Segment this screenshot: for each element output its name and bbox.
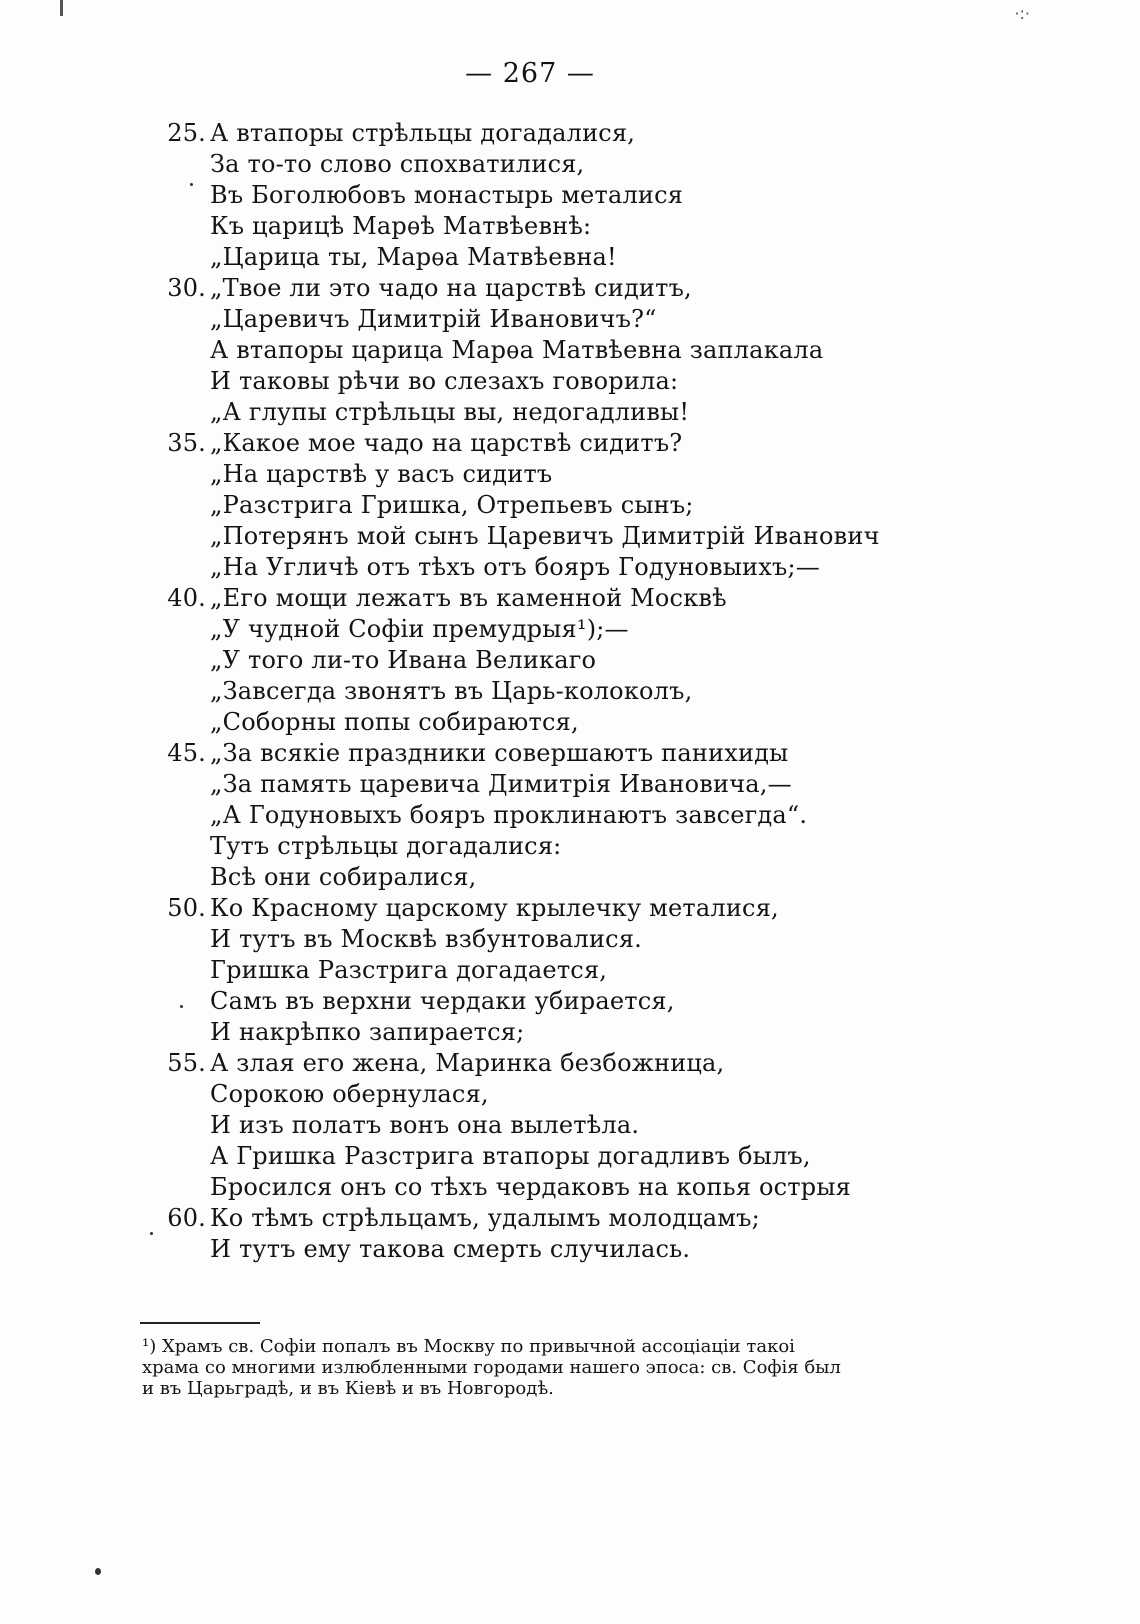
verse-text: „Его мощи лежатъ въ каменной Москвѣ [210,584,727,612]
verse-text: И тутъ въ Москвѣ взбунтовалися. [210,925,642,953]
verse-text: „Царица ты, Марѳа Матвѣевна! [210,243,617,271]
verse-text: А злая его жена, Маринка безбожница, [210,1049,725,1077]
verse-text: „На Угличѣ отъ тѣхъ отъ бояръ Годуновыихъ;— [210,553,820,581]
verse-line [150,1017,910,1048]
verse-line [150,366,910,397]
verse-line [150,118,910,149]
verse-line [150,645,910,676]
verse-text: И изъ полатъ вонъ она вылетѣла. [210,1111,640,1139]
verse-text: „Завсегда звонятъ въ Царь-колоколъ, [210,677,693,705]
verse-line [150,893,910,924]
verse-text: Всѣ они собиралися, [210,863,477,891]
verse-line [150,304,910,335]
verse-line [150,211,910,242]
verse-number: 55. [167,1049,206,1077]
verse-text: Бросился онъ со тѣхъ чердаковъ на копья острыя [210,1173,851,1201]
footnote-divider [140,1322,260,1324]
scan-speck [150,1232,153,1235]
verse-line [150,1203,910,1234]
verse-line [150,521,910,552]
page-number: — 267 — [465,58,595,89]
verse-text: Тутъ стрѣльцы догадалися: [210,832,562,860]
verse-text: Ко Красному царскому крылечку металися, [210,894,779,922]
verse-line [150,1141,910,1172]
footnote-line: и въ Царьградѣ, и въ Кіевѣ и въ Новгородѣ. [142,1378,554,1399]
verse-line [150,335,910,366]
verse-line [150,676,910,707]
verse-text: Въ Боголюбовъ монастырь металися [210,181,684,209]
verse-text: „А Годуновыхъ бояръ проклинаютъ завсегда“. [210,801,808,829]
verse-line [150,862,910,893]
verse-text: Гришка Разстрига догадается, [210,956,608,984]
verse-line [150,831,910,862]
verse-line [150,428,910,459]
verse-number: 50. [167,894,206,922]
verse-text: „Разстрига Гришка, Отрепьевъ сынъ; [210,491,694,519]
verse-line [150,459,910,490]
verse-line [150,924,910,955]
scan-specks: ·:· [1014,4,1030,23]
footnote [142,1336,882,1399]
verse-line [150,1079,910,1110]
verse-text: „Соборны попы собираются, [210,708,579,736]
verse-text: „А глупы стрѣльцы вы, недогадливы! [210,398,690,426]
verse-line [150,273,910,304]
verse-line [150,986,910,1017]
verse-text: Сорокою обернулася, [210,1080,489,1108]
verse-text: А втапоры стрѣльцы догадалися, [210,119,636,147]
verse-text: „Царевичъ Димитрій Ивановичъ?“ [210,305,657,333]
verse-line [150,583,910,614]
verse-text: Къ царицѣ Марѳѣ Матвѣевнѣ: [210,212,592,240]
verse-text: „На царствѣ у васъ сидитъ [210,460,553,488]
scan-speck [190,183,193,186]
verse-number: 60. [167,1204,206,1232]
verse-line [150,397,910,428]
verse-text: „Какое мое чадо на царствѣ сидитъ? [210,429,683,457]
footnote-line: ¹) Храмъ св. Софіи попалъ въ Москву по привычной ассоціаціи такоі [142,1336,795,1357]
verse-text: „Потерянъ мой сынъ Царевичъ Димитрій Иванович [210,522,880,550]
verse-number: 35. [167,429,206,457]
verse-text: Самъ въ верхни чердаки убирается, [210,987,675,1015]
verse-line [150,490,910,521]
verse-line [150,1234,910,1265]
verse-list [150,118,910,1265]
scan-mark [60,0,63,16]
verse-text: За то-то слово спохватилися, [210,150,585,178]
verse-line [150,738,910,769]
verse-text: „За память царевича Димитрія Ивановича,— [210,770,792,798]
verse-line [150,955,910,986]
scan-speck [95,1568,101,1575]
verse-text: И тутъ ему такова смерть случилась. [210,1235,691,1263]
verse-line [150,614,910,645]
verse-line [150,1048,910,1079]
verse-text: „За всякіе праздники совершаютъ панихиды [210,739,789,767]
verse-line [150,180,910,211]
verse-text: А Гришка Разстрига втапоры догадливъ былъ, [210,1142,811,1170]
verse-text: „У чудной Софіи премудрыя¹);— [210,615,629,643]
footnote-line: храма со многими излюбленными городами нашего эпоса: св. Софія был [142,1357,841,1378]
verse-number: 45. [167,739,206,767]
verse-number: 40. [167,584,206,612]
verse-number: 25. [167,119,206,147]
verse-text: „Твое ли это чадо на царствѣ сидитъ, [210,274,692,302]
verse-line [150,1110,910,1141]
verse-text: „У того ли-то Ивана Великаго [210,646,597,674]
verse-line [150,552,910,583]
verse-text: И таковы рѣчи во слезахъ говорила: [210,367,679,395]
verse-text: И накрѣпко запирается; [210,1018,525,1046]
verse-line [150,769,910,800]
verse-line [150,800,910,831]
verse-text: Ко тѣмъ стрѣльцамъ, удалымъ молодцамъ; [210,1204,760,1232]
verse-line [150,707,910,738]
verse-line [150,242,910,273]
verse-line [150,1172,910,1203]
scan-speck [180,1005,183,1008]
verse-line [150,149,910,180]
verse-text: А втапоры царица Марѳа Матвѣевна заплакала [210,336,824,364]
verse-number: 30. [167,274,206,302]
